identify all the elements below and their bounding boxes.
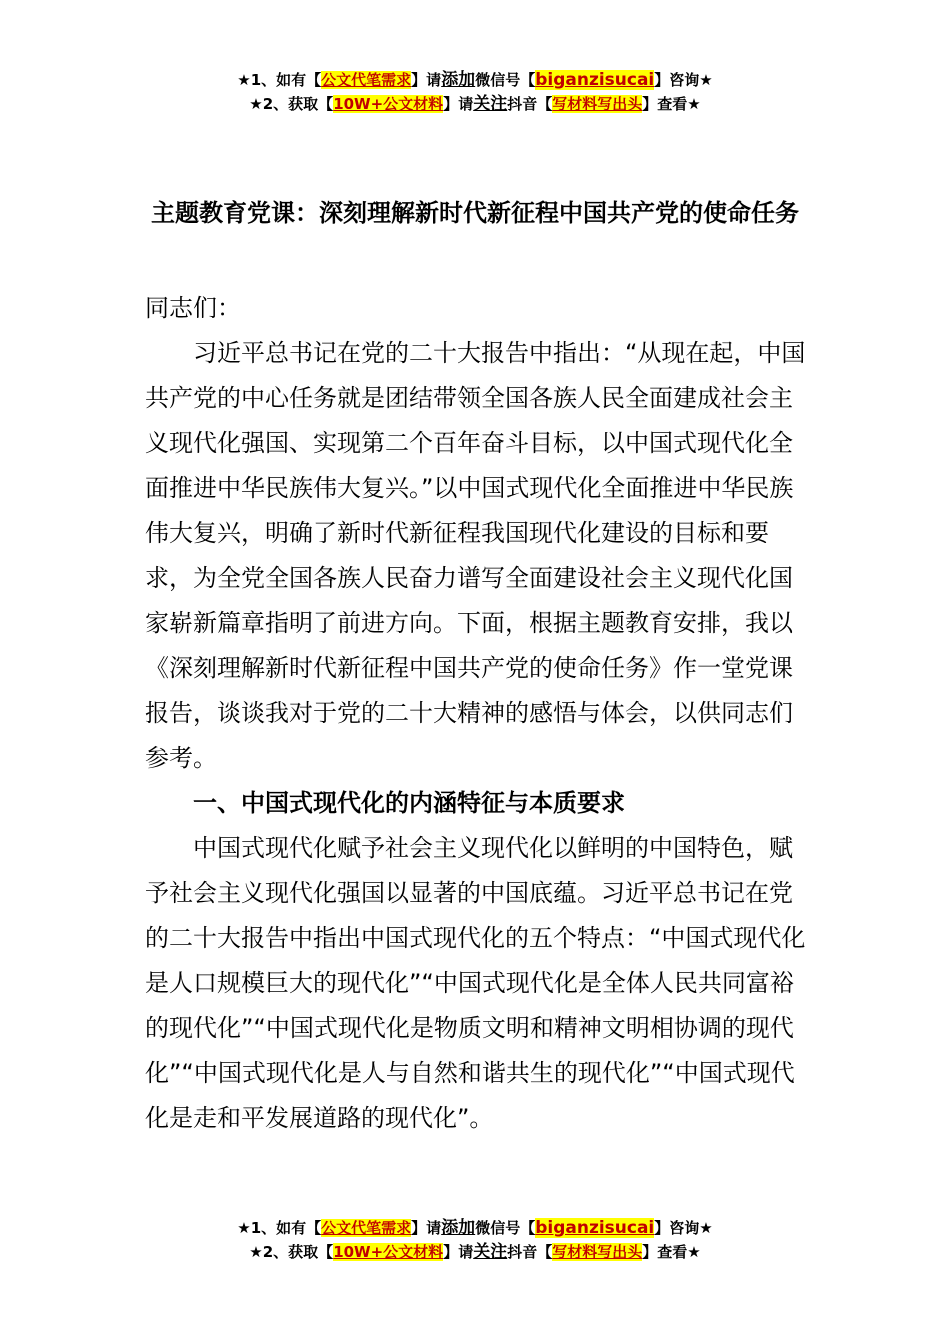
banner-text: 微信号【 — [475, 71, 536, 89]
banner-highlight: biganzisucai — [535, 70, 655, 90]
banner-text: 】请 — [411, 71, 442, 89]
banner-text: 抖音【 — [507, 95, 553, 113]
banner-text: 抖音【 — [507, 1243, 553, 1261]
banner-underlined: 添加 — [441, 70, 476, 90]
banner-text: 】咨询★ — [654, 1219, 713, 1237]
section-heading: 一、中国式现代化的内涵特征与本质要求 — [193, 789, 625, 817]
bottom-banner — [0, 1216, 950, 1264]
banner-line-2 — [0, 1240, 950, 1264]
salutation: 同志们： — [145, 294, 241, 322]
banner-text: ★2、获取【 — [249, 95, 334, 113]
banner-text: ★1、如有【 — [237, 1219, 322, 1237]
banner-text: 】请 — [443, 1243, 474, 1261]
banner-underlined: 关注 — [473, 94, 508, 114]
banner-line-1 — [0, 68, 950, 92]
banner-underlined: 添加 — [441, 1218, 476, 1238]
banner-underlined: 关注 — [473, 1242, 508, 1262]
banner-highlight: biganzisucai — [535, 1218, 655, 1238]
banner-line-2 — [0, 92, 950, 116]
banner-text: 】请 — [411, 1219, 442, 1237]
banner-highlight: 10W+公文材料 — [333, 1243, 444, 1261]
top-banner — [0, 68, 950, 116]
banner-line-1 — [0, 1216, 950, 1240]
banner-highlight: 写材料写出头 — [552, 1243, 643, 1261]
document-body — [145, 286, 807, 1141]
banner-text: 】查看★ — [642, 95, 701, 113]
banner-text: ★2、获取【 — [249, 1243, 334, 1261]
banner-highlight: 公文代笔需求 — [321, 1219, 412, 1237]
banner-text: ★1、如有【 — [237, 71, 322, 89]
body-paragraph: 习近平总书记在党的二十大报告中指出：“从现在起，中国共产党的中心任务就是团结带领全国各族人民全面建成社会主义现代化强国、实现第二个百年奋斗目标，以中国式现代化全面推进中华民族伟大复兴。”以中国式现代化全面推进中华民族伟大复兴，明确了新时代新征程我国现代化建设的目标和要求，为全党全国各族人民奋力谱写全面建设社会主义现代化国家崭新篇章指明了前进方向。下面，根据主题教育安排，我以《深刻理解新时代新征程中国共产党的使命任务》作一堂党课报告，谈谈我对于党的二十大精神的感悟与体会，以供同志们参考。 — [145, 339, 806, 772]
banner-text: 】请 — [443, 95, 474, 113]
document-title: 主题教育党课：深刻理解新时代新征程中国共产党的使命任务 — [151, 199, 799, 227]
banner-text: 】查看★ — [642, 1243, 701, 1261]
banner-highlight: 写材料写出头 — [552, 95, 643, 113]
banner-text: 】咨询★ — [654, 71, 713, 89]
banner-highlight: 10W+公文材料 — [333, 95, 444, 113]
banner-text: 微信号【 — [475, 1219, 536, 1237]
body-paragraph: 中国式现代化赋予社会主义现代化以鲜明的中国特色，赋予社会主义现代化强国以显著的中国底蕴。习近平总书记在党的二十大报告中指出中国式现代化的五个特点：“中国式现代化是人口规模巨大的现代化”“中国式现代化是全体人民共同富裕的现代化”“中国式现代化是物质文明和精神文明相协调的现代化”“中国式现代化是人与自然和谐共生的现代化”“中国式现代化是走和平发展道路的现代化”。 — [145, 834, 806, 1132]
banner-highlight: 公文代笔需求 — [321, 71, 412, 89]
